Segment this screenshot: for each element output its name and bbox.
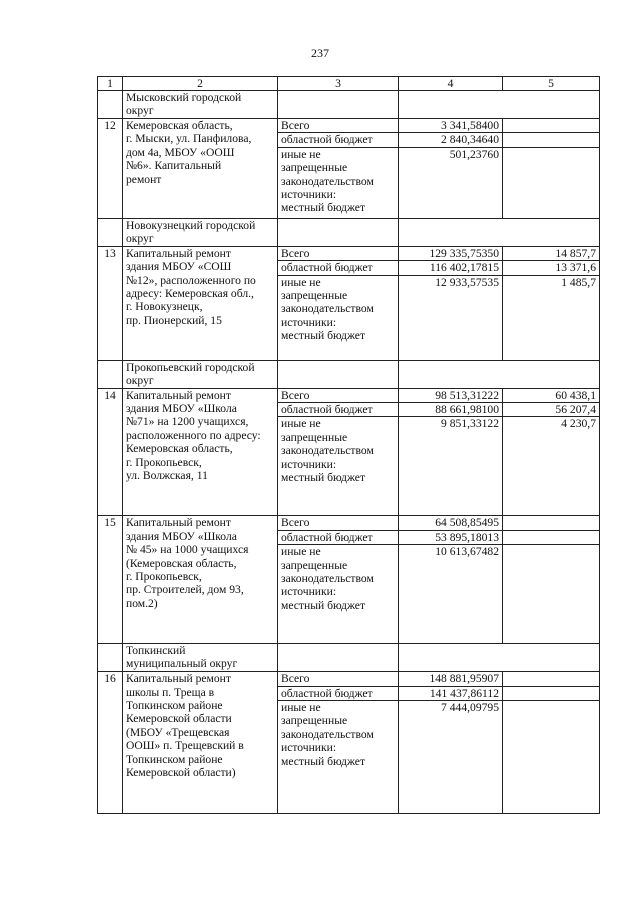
total-value: 98 513,31222 xyxy=(399,388,503,402)
total-value: 148 881,95907 xyxy=(399,672,503,686)
row-number: 14 xyxy=(98,388,123,516)
section-title: Мысковский городской округ xyxy=(123,91,278,119)
source-total-label: Всего xyxy=(278,388,399,402)
total-value-col5 xyxy=(503,516,600,530)
header-cell: 4 xyxy=(399,77,503,91)
regional-value-col5: 56 207,4 xyxy=(503,403,600,417)
total-value-col5 xyxy=(503,672,600,686)
section-row xyxy=(98,218,600,246)
regional-value-col5 xyxy=(503,133,600,147)
total-value-col5 xyxy=(503,119,600,133)
regional-value-col5: 13 371,6 xyxy=(503,261,600,275)
object-description: Капитальный ремонт школы п. Треща в Топкинском районе Кемеровской области (МБОУ «Трещевская ООШ» п. Трещевский в Топкинском районе Кемеровской области) xyxy=(123,672,278,814)
regional-value: 53 895,18013 xyxy=(399,530,503,544)
total-value-col5: 60 438,1 xyxy=(503,388,600,402)
source-regional-label: областной бюджет xyxy=(278,261,399,275)
source-other-label: иные не запрещенные законодательством источники: местный бюджет xyxy=(278,275,399,360)
object-description: Капитальный ремонт здания МБОУ «Школа № 45» на 1000 учащихся (Кемеровская область, г. Прокопьевск, пр. Строителей, дом 93, пом.2) xyxy=(123,516,278,644)
regional-value: 141 437,86112 xyxy=(399,686,503,700)
local-value-col5 xyxy=(503,701,600,814)
section-row xyxy=(98,360,600,388)
object-description: Кемеровская область, г. Мыски, ул. Панфилова, дом 4а, МБОУ «ООШ №6». Капитальный ремонт xyxy=(123,119,278,219)
page-number: 237 xyxy=(311,46,329,60)
source-regional-label: областной бюджет xyxy=(278,530,399,544)
header-row xyxy=(98,77,600,91)
total-value-col5: 14 857,7 xyxy=(503,246,600,260)
section-blank-cell xyxy=(399,218,600,246)
table-body xyxy=(98,77,600,814)
header-cell: 2 xyxy=(123,77,278,91)
table-row xyxy=(98,388,600,402)
source-total-label: Всего xyxy=(278,246,399,260)
row-number: 16 xyxy=(98,672,123,814)
local-value-col5 xyxy=(503,147,600,218)
source-other-label: иные не запрещенные законодательством источники: местный бюджет xyxy=(278,545,399,644)
source-regional-label: областной бюджет xyxy=(278,686,399,700)
section-index-cell xyxy=(98,644,123,672)
table-row xyxy=(98,119,600,133)
regional-value-col5 xyxy=(503,686,600,700)
section-index-cell xyxy=(98,360,123,388)
section-blank-cell xyxy=(399,360,600,388)
local-value-col5 xyxy=(503,545,600,644)
object-description: Капитальный ремонт здания МБОУ «СОШ №12», расположенного по адресу: Кемеровская обл., г. Новокузнецк, пр. Пионерский, 15 xyxy=(123,246,278,360)
section-title: Прокопьевский городской округ xyxy=(123,360,278,388)
section-row xyxy=(98,91,600,119)
table-row xyxy=(98,516,600,530)
header-cell: 5 xyxy=(503,77,600,91)
local-value: 501,23760 xyxy=(399,147,503,218)
section-index-cell xyxy=(98,218,123,246)
row-number: 12 xyxy=(98,119,123,219)
local-value: 12 933,57535 xyxy=(399,275,503,360)
section-empty-cell xyxy=(278,644,399,672)
total-value: 129 335,75350 xyxy=(399,246,503,260)
local-value: 9 851,33122 xyxy=(399,417,503,516)
section-blank-cell xyxy=(399,644,600,672)
local-value: 10 613,67482 xyxy=(399,545,503,644)
row-number: 15 xyxy=(98,516,123,644)
source-other-label: иные не запрещенные законодательством источники: местный бюджет xyxy=(278,701,399,814)
table-row xyxy=(98,246,600,260)
table-row xyxy=(98,672,600,686)
local-value: 7 444,09795 xyxy=(399,701,503,814)
row-number: 13 xyxy=(98,246,123,360)
source-total-label: Всего xyxy=(278,119,399,133)
total-value: 64 508,85495 xyxy=(399,516,503,530)
budget-table xyxy=(97,76,600,814)
source-regional-label: областной бюджет xyxy=(278,133,399,147)
header-cell: 3 xyxy=(278,77,399,91)
regional-value-col5 xyxy=(503,530,600,544)
local-value-col5: 4 230,7 xyxy=(503,417,600,516)
source-total-label: Всего xyxy=(278,672,399,686)
header-cell: 1 xyxy=(98,77,123,91)
local-value-col5: 1 485,7 xyxy=(503,275,600,360)
section-row xyxy=(98,644,600,672)
object-description: Капитальный ремонт здания МБОУ «Школа №71» на 1200 учащихся, расположенного по адресу: Кемеровская область, г. Прокопьевск, ул. Волжская, 11 xyxy=(123,388,278,516)
regional-value: 2 840,34640 xyxy=(399,133,503,147)
total-value: 3 341,58400 xyxy=(399,119,503,133)
source-regional-label: областной бюджет xyxy=(278,403,399,417)
regional-value: 88 661,98100 xyxy=(399,403,503,417)
section-empty-cell xyxy=(278,91,399,119)
section-empty-cell xyxy=(278,360,399,388)
source-other-label: иные не запрещенные законодательством источники: местный бюджет xyxy=(278,417,399,516)
section-index-cell xyxy=(98,91,123,119)
section-title: Топкинский муниципальный округ xyxy=(123,644,278,672)
section-blank-cell xyxy=(399,91,600,119)
section-empty-cell xyxy=(278,218,399,246)
source-other-label: иные не запрещенные законодательством источники: местный бюджет xyxy=(278,147,399,218)
regional-value: 116 402,17815 xyxy=(399,261,503,275)
source-total-label: Всего xyxy=(278,516,399,530)
section-title: Новокузнецкий городской округ xyxy=(123,218,278,246)
